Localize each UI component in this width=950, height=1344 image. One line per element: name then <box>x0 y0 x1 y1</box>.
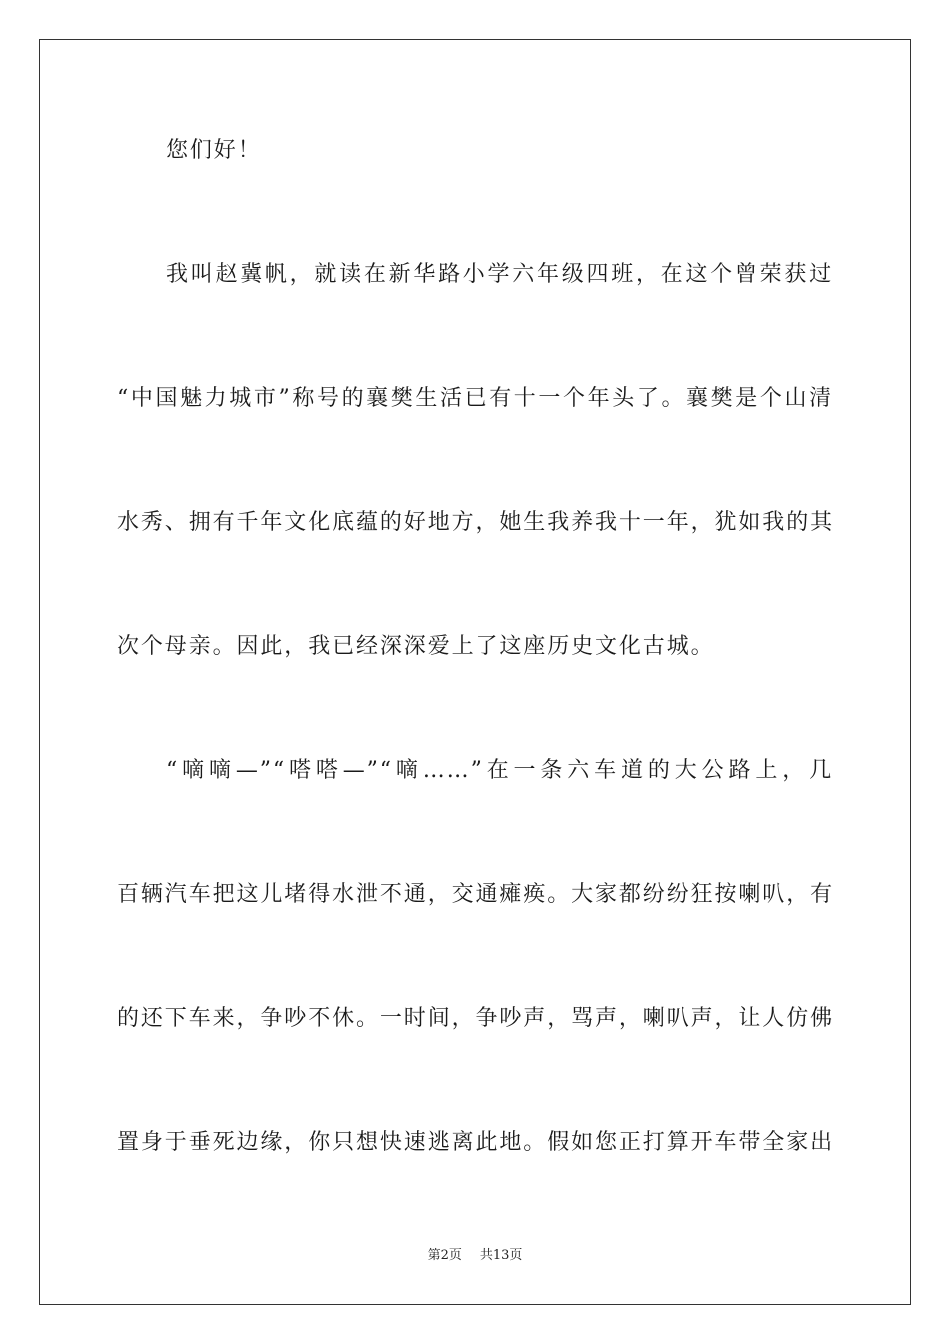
text-line: “中国魅力城市”称号的襄樊生活已有十一个年头了。襄樊是个山清 <box>117 386 833 411</box>
text-line: “嘀嘀—”“嗒嗒—”“嘀……”在一条六车道的大公路上，几 <box>166 758 833 783</box>
text-line: 的还下车来，争吵不休。一时间，争吵声，骂声，喇叭声，让人仿佛 <box>117 1006 835 1031</box>
text-line: 置身于垂死边缘，你只想快速逃离此地。假如您正打算开车带全家出 <box>117 1130 835 1155</box>
page-border <box>39 39 911 1305</box>
text-line: 您们好！ <box>166 138 262 163</box>
text-line: 我叫赵冀帆，就读在新华路小学六年级四班，在这个曾荣获过 <box>166 262 833 287</box>
text-line: 次个母亲。因此，我已经深深爱上了这座历史文化古城。 <box>117 634 715 659</box>
page-number: 第2页 <box>427 1248 462 1263</box>
page-footer <box>0 1247 950 1265</box>
text-line: 百辆汽车把这儿堵得水泄不通，交通瘫痪。大家都纷纷狂按喇叭，有 <box>117 882 835 907</box>
page-total: 共13页 <box>479 1248 523 1263</box>
text-line: 水秀、拥有千年文化底蕴的好地方，她生我养我十一年，犹如我的其 <box>117 510 835 535</box>
